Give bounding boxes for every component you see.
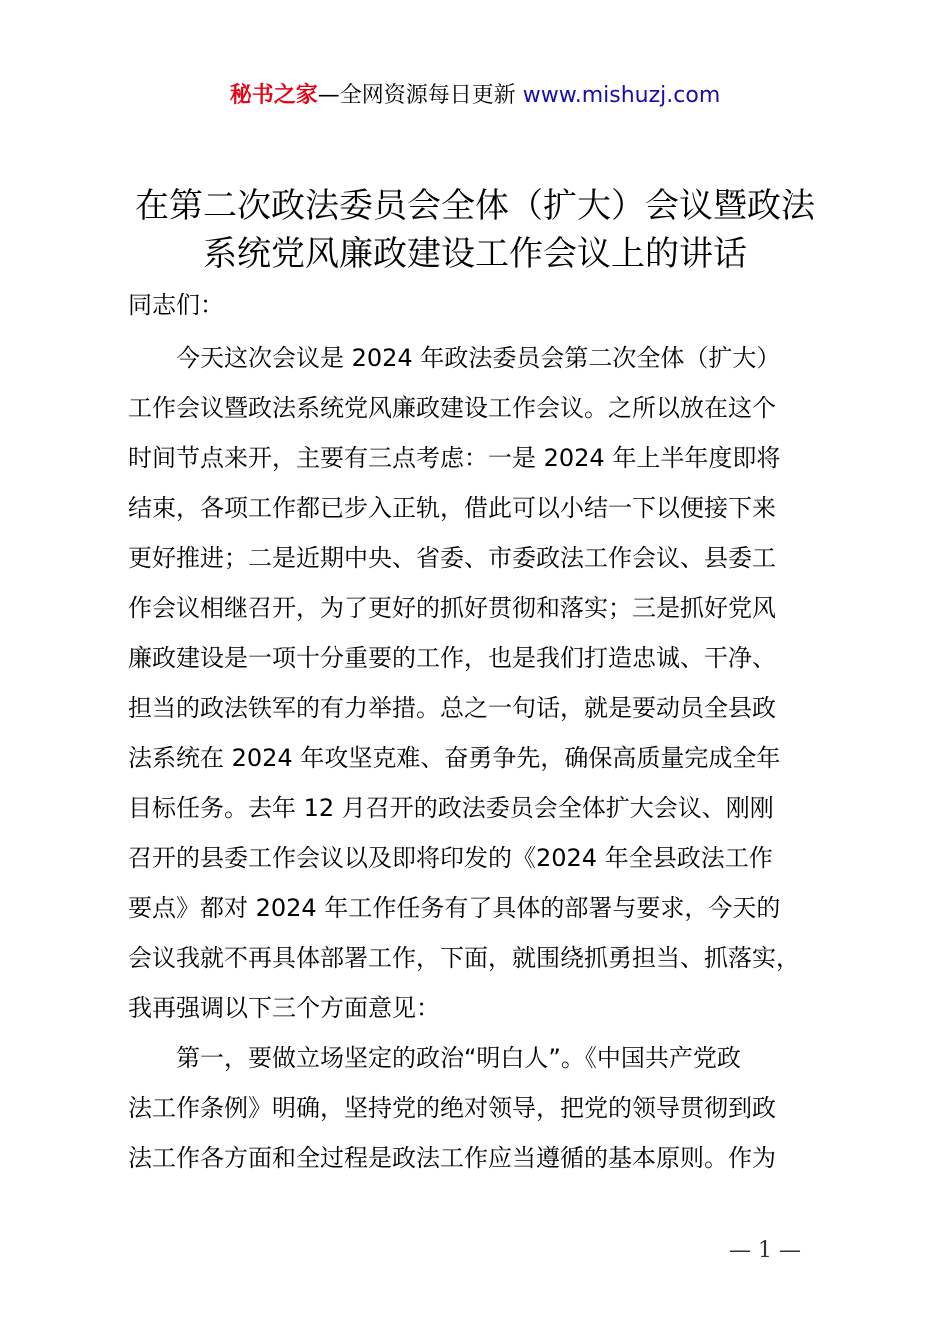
site-url-link[interactable]: www.mishuzj.com [522, 83, 721, 108]
salutation: 同志们： [128, 291, 224, 319]
paragraph-line: 法工作各方面和全过程是政法工作应当遵循的基本原则。作为 [128, 1144, 776, 1172]
title-line-2: 系统党风廉政建设工作会议上的讲话 [203, 234, 747, 274]
paragraph-1 [128, 333, 850, 1033]
paragraph-line: 时间节点来开，主要有三点考虑：一是 2024 年上半年度即将 [128, 444, 781, 472]
site-brand: 秘书之家 [229, 83, 318, 108]
paragraph-line: 目标任务。去年 12 月召开的政法委员会全体扩大会议、刚刚 [128, 794, 774, 822]
paragraph-line: 廉政建设是一项十分重要的工作，也是我们打造忠诚、干净、 [128, 644, 776, 672]
paragraph-line: 召开的县委工作会议以及即将印发的《2024 年全县政法工作 [128, 844, 773, 872]
paragraph-2 [128, 1033, 850, 1183]
paragraph-line: 法系统在 2024 年攻坚克难、奋勇争先，确保高质量完成全年 [128, 744, 781, 772]
site-header [0, 80, 950, 112]
paragraph-line: 今天这次会议是 2024 年政法委员会第二次全体（扩大） [176, 344, 781, 372]
paragraph-line: 作会议相继召开，为了更好的抓好贯彻和落实；三是抓好党风 [128, 594, 776, 622]
document-title [100, 182, 850, 278]
page-number: — 1 — [729, 1238, 801, 1263]
paragraph-line: 更好推进；二是近期中央、省委、市委政法工作会议、县委工 [128, 544, 776, 572]
paragraph-line: 法工作条例》明确，坚持党的绝对领导，把党的领导贯彻到政 [128, 1094, 776, 1122]
paragraph-line: 会议我就不再具体部署工作，下面，就围绕抓勇担当、抓落实， [128, 944, 800, 972]
paragraph-line: 第一，要做立场坚定的政治“明白人”。《中国共产党政 [176, 1044, 741, 1072]
paragraph-line: 担当的政法铁军的有力举措。总之一句话，就是要动员全县政 [128, 694, 776, 722]
site-tagline: —全网资源每日更新 [317, 83, 516, 108]
paragraph-line: 工作会议暨政法系统党风廉政建设工作会议。之所以放在这个 [128, 394, 776, 422]
title-line-1: 在第二次政法委员会全体（扩大）会议暨政法 [135, 186, 815, 226]
paragraph-line: 结束，各项工作都已步入正轨，借此可以小结一下以便接下来 [128, 494, 776, 522]
paragraph-line: 我再强调以下三个方面意见： [128, 994, 440, 1022]
paragraph-line: 要点》都对 2024 年工作任务有了具体的部署与要求，今天的 [128, 894, 781, 922]
document-body [128, 281, 850, 1183]
